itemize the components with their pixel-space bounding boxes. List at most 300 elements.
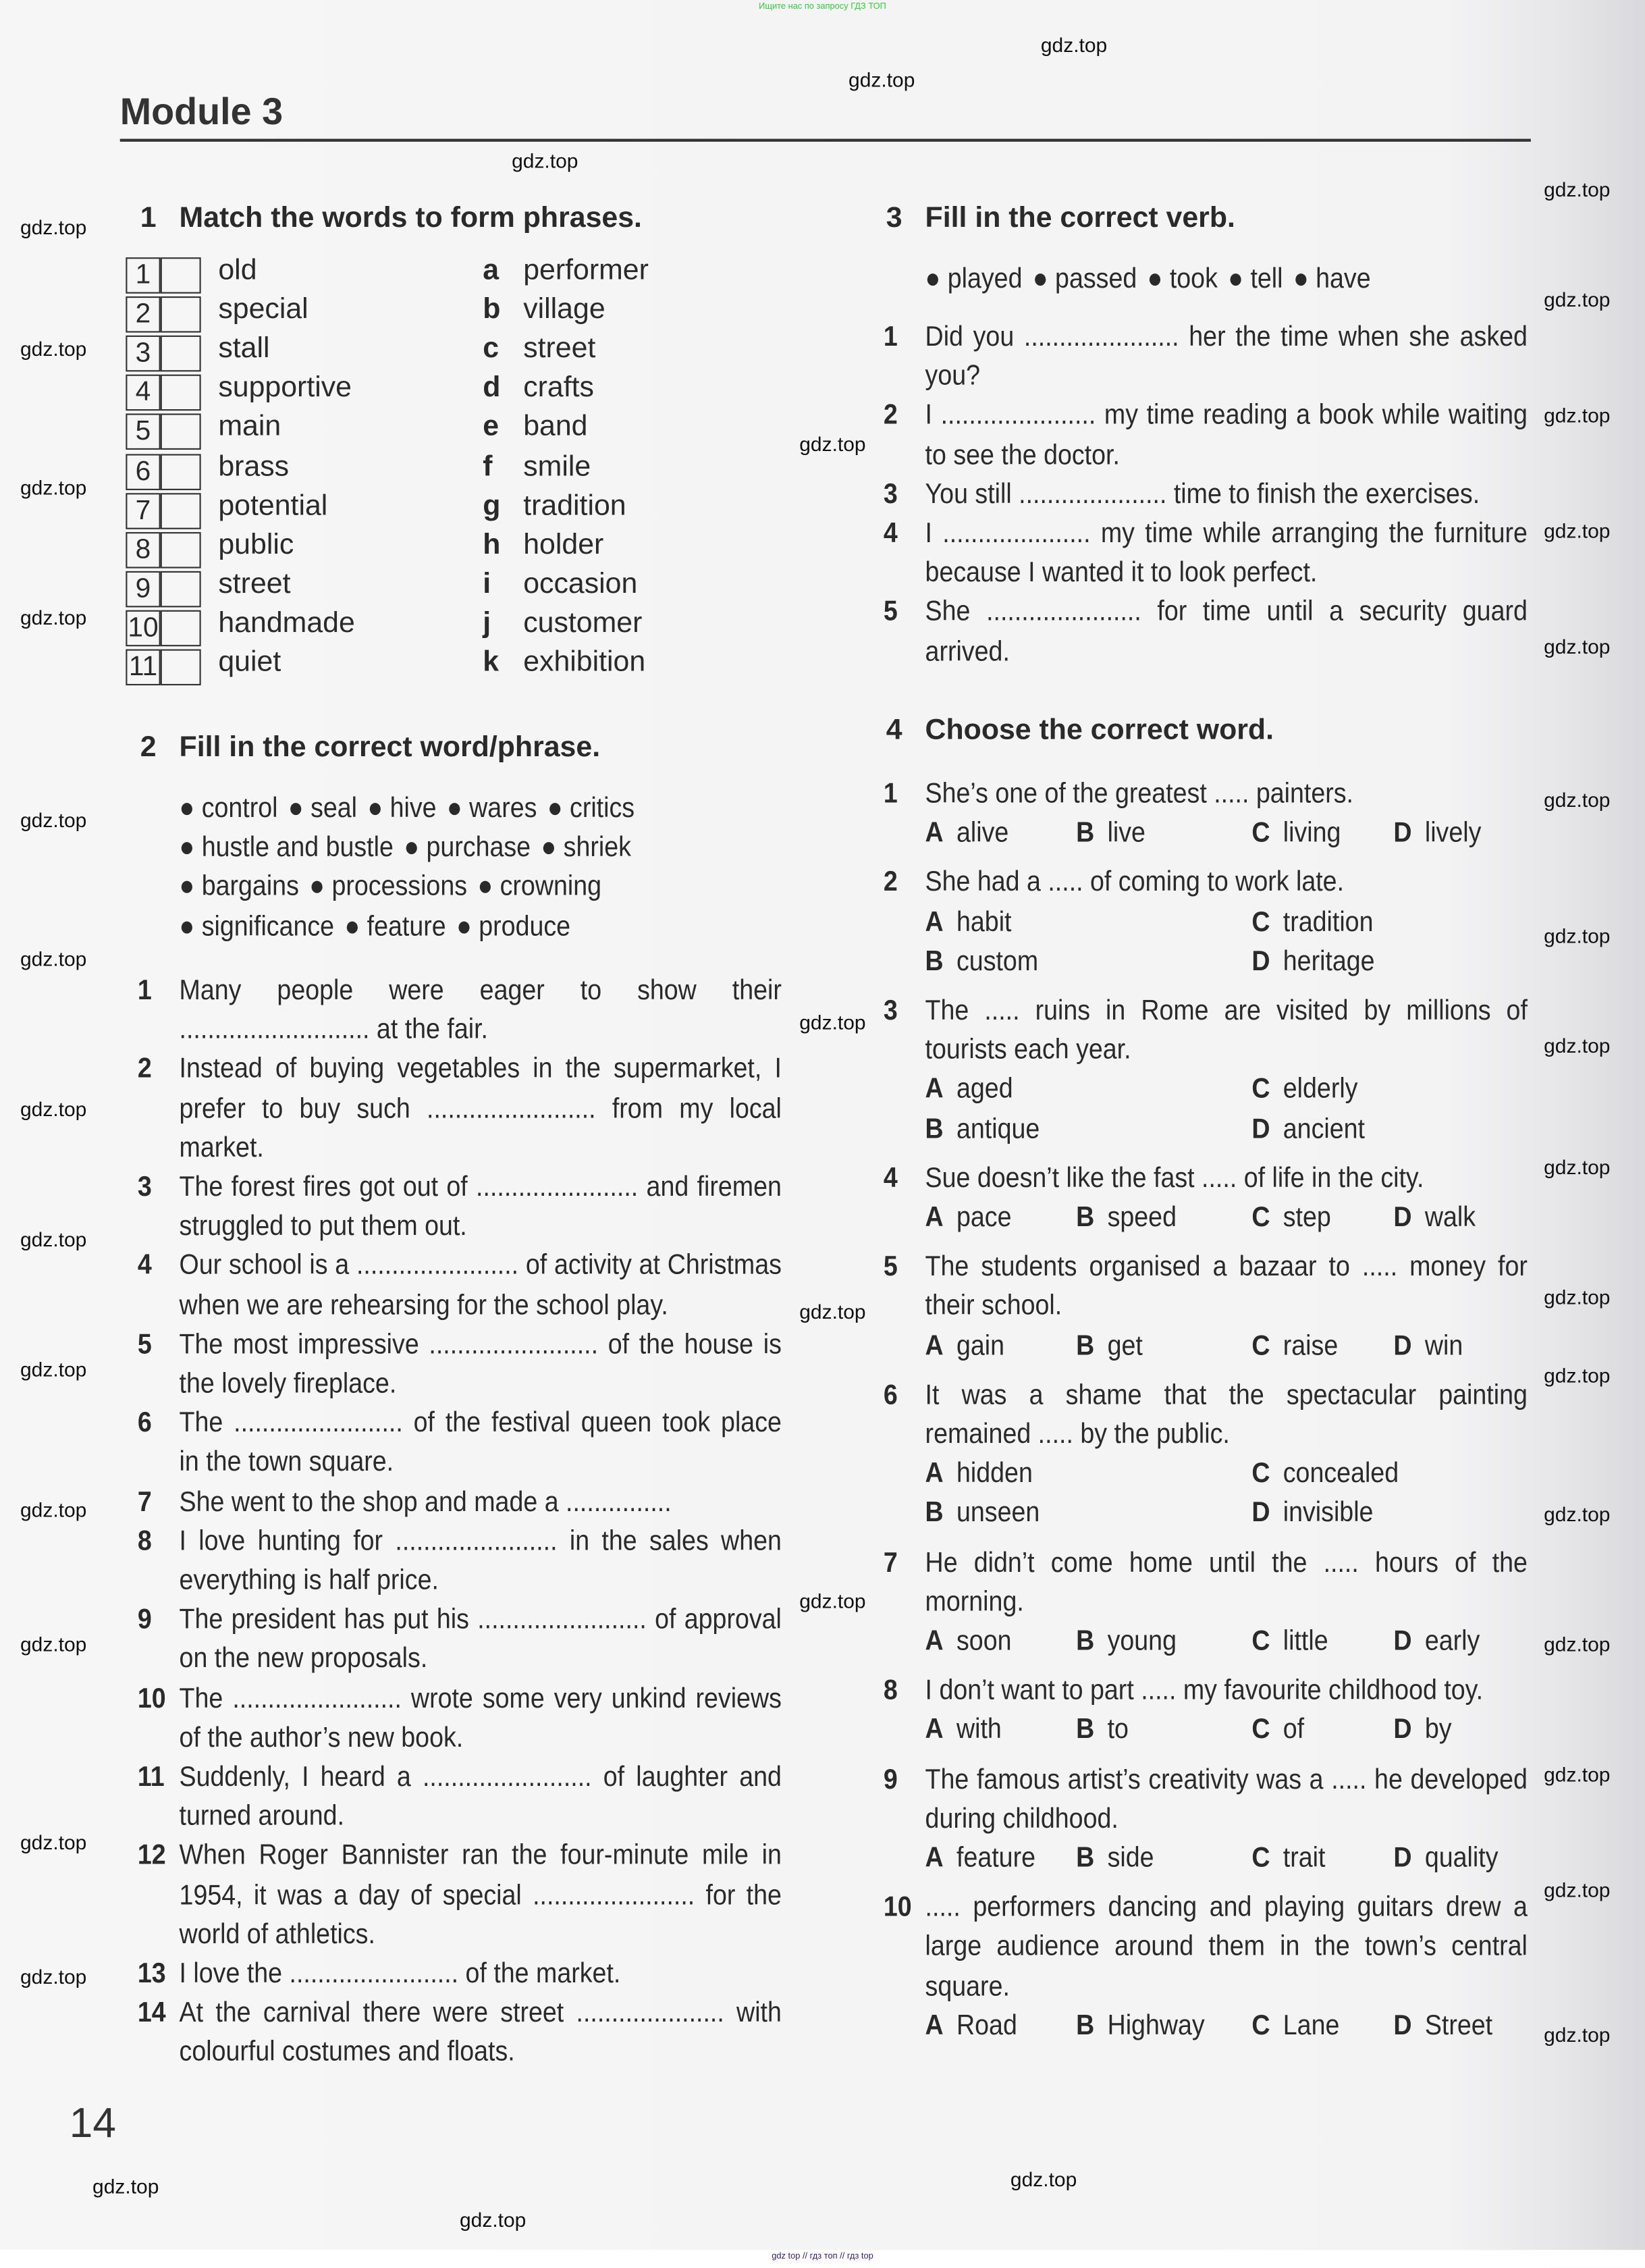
question-text: I love the ........................ of the market. <box>179 1957 621 1990</box>
ex3-title-text: Fill in the correct verb. <box>925 202 1235 234</box>
word-text: produce <box>479 910 571 943</box>
option-word: Lane <box>1283 2009 1340 2042</box>
word-option <box>309 871 467 903</box>
watermark-text: gdz.top <box>799 1589 866 1612</box>
word-option <box>447 793 537 824</box>
word-text: purchase <box>426 831 531 864</box>
watermark-text: gdz.top <box>1544 178 1611 201</box>
option-word: unseen <box>956 1497 1040 1529</box>
answer-input[interactable] <box>160 610 200 646</box>
answer-option[interactable] <box>1393 1839 1498 1878</box>
match-right-word: customer <box>523 607 643 639</box>
answer-box-number: 3 <box>126 336 160 372</box>
word-text: shriek <box>563 831 631 864</box>
word-line <box>180 868 786 907</box>
answer-option[interactable] <box>1251 903 1373 943</box>
answer-option[interactable] <box>1393 1198 1476 1238</box>
answer-option[interactable] <box>1251 1110 1365 1149</box>
ex3-word-box <box>925 260 1532 299</box>
answer-option[interactable] <box>1251 1494 1373 1533</box>
match-right-letter: d <box>483 372 501 404</box>
answer-option[interactable] <box>1251 1327 1338 1366</box>
match-left-word: quiet <box>218 646 281 679</box>
match-left-word: street <box>218 568 291 600</box>
watermark-text: gdz.top <box>20 215 87 239</box>
option-word: side <box>1107 1842 1154 1874</box>
match-left-word: potential <box>218 490 328 522</box>
question-text: She ...................... for time until a security guard arrived. <box>925 596 1528 668</box>
watermark-text: gdz.top <box>1544 1285 1611 1309</box>
question-item <box>137 1837 782 1955</box>
watermark-text: gdz.top <box>20 1357 87 1381</box>
question-item <box>137 1168 782 1247</box>
question-text: He didn’t come home until the ..... hours of the morning. <box>925 1546 1528 1618</box>
watermark-text: gdz.top <box>20 1228 87 1251</box>
answer-option[interactable] <box>1393 1623 1480 1662</box>
answer-option[interactable] <box>1393 1711 1451 1750</box>
question-text: The famous artist’s creativity was a ..... he developed during childhood. <box>925 1763 1528 1835</box>
answer-option[interactable] <box>1076 1327 1143 1366</box>
match-right-word: performer <box>523 254 649 287</box>
watermark-text: gdz.top <box>1544 1155 1611 1179</box>
option-letter: C <box>1251 2009 1270 2042</box>
answer-option[interactable] <box>1251 2007 1339 2046</box>
watermark-text: gdz.top <box>799 1300 866 1323</box>
answer-input[interactable] <box>160 414 200 450</box>
option-letter: C <box>1251 1458 1270 1490</box>
answer-options <box>925 1198 1528 1238</box>
question-item <box>883 594 1528 673</box>
question-item <box>883 775 1528 853</box>
answer-option[interactable] <box>1251 1711 1304 1750</box>
question-number: 7 <box>137 1485 152 1518</box>
question-text: Our school is a ....................... of activity at Christmas when we are rehearsing for the school play. <box>179 1250 782 1321</box>
question-number: 5 <box>137 1328 152 1361</box>
question-text: I love hunting for ....................... in the sales when everything is half price. <box>179 1525 782 1597</box>
question-text: She went to the shop and made a ............... <box>179 1485 672 1518</box>
option-word: living <box>1283 817 1341 849</box>
question-number: 13 <box>137 1957 166 1990</box>
match-right-word: crafts <box>523 372 594 404</box>
watermark-text: gdz.top <box>1544 403 1611 427</box>
match-right-letter: e <box>483 411 500 444</box>
match-right-word: exhibition <box>523 646 646 679</box>
watermark-text: gdz.top <box>20 1498 87 1521</box>
answer-input[interactable] <box>160 453 200 490</box>
question-item <box>137 1404 782 1483</box>
question-number: 4 <box>883 1162 898 1194</box>
word-text: processions <box>331 871 468 903</box>
answer-box <box>126 375 200 411</box>
answer-box <box>126 492 200 529</box>
answer-box-number: 9 <box>126 571 160 607</box>
watermark-text: gdz.top <box>1544 1502 1611 1526</box>
question-number: 10 <box>137 1682 166 1715</box>
answer-option[interactable] <box>925 814 1009 853</box>
question-text: The forest fires got out of ....................... and firemen struggled to put them out. <box>179 1171 782 1243</box>
question-text: The ..... ruins in Rome are visited by millions of tourists each year. <box>925 995 1528 1066</box>
option-letter: B <box>1076 2009 1095 2042</box>
question-number: 6 <box>137 1407 152 1440</box>
option-word: soon <box>956 1625 1012 1658</box>
option-letter: C <box>1251 1842 1270 1874</box>
answer-option[interactable] <box>925 2007 1017 2046</box>
answer-box-number: 8 <box>126 531 160 568</box>
question-item <box>137 1051 782 1169</box>
answer-option[interactable] <box>925 903 1012 943</box>
option-letter: C <box>1251 905 1270 938</box>
ex1-title-text: Match the words to form phrases. <box>179 202 642 234</box>
match-left-word: public <box>218 529 294 561</box>
option-word: quality <box>1424 1842 1499 1874</box>
match-left-word: supportive <box>218 372 352 404</box>
watermark-text: gdz.top <box>799 1010 866 1034</box>
question-number: 3 <box>137 1171 152 1203</box>
bullet-icon: ● <box>344 910 367 943</box>
answer-option[interactable] <box>925 1494 1040 1533</box>
option-word: hidden <box>956 1458 1033 1490</box>
option-letter: D <box>1393 1201 1412 1234</box>
option-letter: D <box>1393 817 1412 849</box>
question-number: 14 <box>137 1997 166 2030</box>
question-number: 3 <box>883 995 898 1027</box>
word-option <box>288 793 357 824</box>
word-text: crowning <box>500 871 602 903</box>
watermark-text: gdz.top <box>20 336 87 361</box>
answer-option[interactable] <box>925 1839 1035 1878</box>
search-hint: Ищите нас по запросу ГДЗ ТОП <box>759 3 886 12</box>
question-item <box>137 1995 782 2074</box>
ex3-number: 3 <box>886 202 902 234</box>
answer-options <box>925 1071 1528 1149</box>
answer-box-number: 11 <box>126 650 160 686</box>
bullet-icon: ● <box>179 910 202 943</box>
option-word: antique <box>956 1113 1040 1145</box>
match-right-letter: b <box>483 293 501 326</box>
match-right-letter: i <box>483 568 491 600</box>
bullet-icon: ● <box>925 263 948 295</box>
watermark-text: gdz.top <box>1544 288 1611 311</box>
word-text: seal <box>311 792 358 824</box>
option-letter: B <box>925 1497 944 1529</box>
question-number: 4 <box>137 1250 152 1282</box>
word-line <box>925 260 1532 299</box>
option-word: trait <box>1283 1842 1326 1874</box>
option-letter: C <box>1251 1625 1270 1658</box>
word-option <box>404 832 531 864</box>
option-word: gain <box>956 1329 1005 1362</box>
answer-input[interactable] <box>160 571 200 607</box>
question-number: 7 <box>883 1546 898 1579</box>
option-letter: C <box>1251 1073 1270 1105</box>
answer-option[interactable] <box>1393 1327 1463 1366</box>
watermark-text: gdz.top <box>20 1632 87 1656</box>
question-item <box>883 397 1528 476</box>
answer-option[interactable] <box>925 1623 1012 1662</box>
answer-options <box>925 1455 1528 1533</box>
match-left-word: old <box>218 254 257 287</box>
ex3-title <box>886 202 1235 236</box>
answer-option[interactable] <box>925 1110 1040 1149</box>
word-text: bargains <box>201 871 299 903</box>
watermark-text: gdz.top <box>1544 924 1611 947</box>
bullet-icon: ● <box>456 910 479 943</box>
answer-option[interactable] <box>1251 1623 1328 1662</box>
bullet-icon: ● <box>477 871 500 903</box>
answer-option[interactable] <box>1393 814 1481 853</box>
question-number: 1 <box>137 974 152 1007</box>
watermark-text: gdz.top <box>1544 519 1611 543</box>
option-word: win <box>1424 1329 1463 1362</box>
ex1-title <box>140 202 642 236</box>
watermark-text: gdz.top <box>1544 788 1611 812</box>
match-right-word: smile <box>523 450 591 483</box>
word-option <box>180 910 335 942</box>
question-text: The president has put his ........................ of approval on the new proposals. <box>179 1604 782 1675</box>
question-item <box>883 992 1528 1149</box>
match-left-word: brass <box>218 450 290 483</box>
watermark-text: gdz.top <box>1544 635 1611 658</box>
answer-box-number: 4 <box>126 375 160 411</box>
option-letter: B <box>925 945 944 978</box>
option-letter: C <box>1251 1714 1270 1746</box>
bullet-icon: ● <box>1293 263 1316 295</box>
match-right-letter: h <box>483 529 501 561</box>
answer-option[interactable] <box>1251 1198 1330 1238</box>
watermark-text: gdz.top <box>1544 2022 1611 2047</box>
option-word: aged <box>956 1073 1013 1105</box>
answer-option[interactable] <box>1076 814 1145 853</box>
question-number: 6 <box>883 1379 898 1411</box>
answer-box-number: 2 <box>126 296 160 333</box>
watermark-text: gdz.top <box>1544 1632 1611 1656</box>
option-letter: B <box>1076 1714 1095 1746</box>
answer-option[interactable] <box>1076 1623 1177 1662</box>
answer-box <box>126 610 200 646</box>
answer-input[interactable] <box>160 650 200 686</box>
question-item <box>137 1955 782 1994</box>
watermark-text: gdz.top <box>20 1097 87 1121</box>
option-word: of <box>1283 1714 1305 1746</box>
option-word: concealed <box>1283 1458 1399 1490</box>
bullet-icon: ● <box>367 792 390 824</box>
option-letter: B <box>925 1113 944 1145</box>
word-option <box>1148 263 1218 295</box>
answer-option[interactable] <box>1393 2007 1492 2046</box>
question-item <box>137 1680 782 1759</box>
option-word: invisible <box>1283 1497 1374 1529</box>
answer-input[interactable] <box>160 492 200 529</box>
answer-option[interactable] <box>1076 2007 1205 2046</box>
option-letter: C <box>1251 1201 1270 1234</box>
match-right-letter: g <box>483 490 501 522</box>
answer-input[interactable] <box>160 531 200 568</box>
bullet-icon: ● <box>179 792 202 824</box>
question-item <box>883 1159 1528 1238</box>
question-number: 1 <box>883 321 898 353</box>
watermark-text: gdz.top <box>1040 33 1108 57</box>
question-text: Instead of buying vegetables in the supermarket, I prefer to buy such ........................ from my local market. <box>179 1053 782 1164</box>
question-text: The students organised a bazaar to ..... money for their school. <box>925 1250 1528 1323</box>
option-letter: A <box>925 1842 944 1874</box>
option-word: ancient <box>1283 1113 1365 1145</box>
match-right-word: village <box>523 293 605 326</box>
module-title: Module 3 <box>119 89 284 134</box>
question-item <box>883 1376 1528 1533</box>
question-number: 8 <box>883 1674 898 1707</box>
question-text: When Roger Bannister ran the four-minute mile in 1954, it was a day of special ....................... for the world of athletics. <box>179 1839 782 1951</box>
answer-option[interactable] <box>925 1327 1005 1366</box>
answer-options <box>925 1327 1528 1366</box>
option-word: live <box>1107 817 1145 849</box>
word-option <box>547 793 635 824</box>
question-text: She’s one of the greatest ..... painters. <box>925 778 1354 810</box>
match-left-word: special <box>218 293 308 326</box>
word-text: tell <box>1250 263 1283 295</box>
option-letter: B <box>1076 817 1095 849</box>
option-letter: D <box>1393 1842 1412 1874</box>
question-number: 12 <box>137 1839 166 1872</box>
option-letter: D <box>1393 1329 1412 1362</box>
question-text: ..... performers dancing and playing guitars drew a large audience around them in the town’s central square. <box>925 1891 1528 2003</box>
ex2-title-text: Fill in the correct word/phrase. <box>179 731 601 764</box>
bullet-icon: ● <box>309 871 332 903</box>
answer-box <box>126 453 200 490</box>
option-word: Highway <box>1107 2009 1205 2042</box>
match-right-word: occasion <box>523 568 638 600</box>
answer-option[interactable] <box>1076 1198 1177 1238</box>
ex2-number: 2 <box>140 731 157 764</box>
answer-option[interactable] <box>1251 814 1341 853</box>
watermark-text: gdz.top <box>20 1830 87 1854</box>
answer-option[interactable] <box>1076 1839 1154 1878</box>
option-word: by <box>1424 1714 1452 1746</box>
match-right-letter: k <box>483 646 500 679</box>
question-text: Many people were eager to show their ........................... at the fair. <box>179 974 782 1046</box>
question-item <box>137 1601 782 1680</box>
option-word: Street <box>1424 2009 1493 2042</box>
watermark-text: gdz.top <box>20 1965 87 1988</box>
word-option <box>925 263 1023 295</box>
question-text: The most impressive ........................ of the house is the lovely fireplace. <box>179 1328 782 1400</box>
question-number: 2 <box>883 866 898 899</box>
match-left-word: main <box>218 411 281 444</box>
answer-input[interactable] <box>160 336 200 372</box>
title-rule <box>120 139 1531 142</box>
word-text: feature <box>367 910 446 943</box>
watermark-text: gdz.top <box>512 149 578 172</box>
option-letter: A <box>925 2009 944 2042</box>
option-word: Road <box>956 2009 1017 2042</box>
answer-option[interactable] <box>925 1455 1033 1494</box>
match-right-word: tradition <box>523 490 626 522</box>
question-text: Suddenly, I heard a ........................ of laughter and turned around. <box>179 1761 782 1832</box>
bullet-icon: ● <box>179 871 202 903</box>
question-item <box>137 1483 782 1522</box>
answer-box-number: 5 <box>126 414 160 450</box>
question-item <box>137 1325 782 1404</box>
answer-input[interactable] <box>160 257 200 294</box>
ex3-items <box>883 318 1528 672</box>
ex4-title <box>886 714 1274 747</box>
question-number: 2 <box>883 399 898 432</box>
question-number: 5 <box>883 1250 898 1283</box>
question-item <box>883 475 1528 515</box>
answer-option[interactable] <box>1251 1455 1399 1494</box>
answer-option[interactable] <box>925 1071 1013 1110</box>
option-word: elderly <box>1283 1073 1358 1105</box>
answer-box <box>126 336 200 372</box>
answer-option[interactable] <box>925 1711 1002 1750</box>
answer-option[interactable] <box>1076 1711 1129 1750</box>
option-letter: A <box>925 1458 944 1490</box>
match-left-word: handmade <box>218 607 355 639</box>
ex4-number: 4 <box>886 714 902 747</box>
option-word: get <box>1107 1329 1143 1362</box>
ex4-items <box>883 775 1528 2046</box>
watermark-text: gdz.top <box>459 2208 527 2232</box>
option-word: feature <box>956 1842 1036 1874</box>
option-letter: A <box>925 817 944 849</box>
option-letter: A <box>925 1714 944 1746</box>
option-letter: B <box>1076 1329 1095 1362</box>
answer-options <box>925 814 1528 853</box>
answer-option[interactable] <box>925 1198 1012 1238</box>
word-option <box>180 832 394 864</box>
option-letter: D <box>1251 1113 1270 1145</box>
question-number: 8 <box>137 1525 152 1558</box>
question-text: Sue doesn’t like the fast ..... of life in the city. <box>925 1162 1424 1194</box>
option-letter: D <box>1393 2009 1412 2042</box>
option-letter: A <box>925 1329 944 1362</box>
answer-input[interactable] <box>160 296 200 333</box>
option-word: alive <box>956 817 1009 849</box>
ex2-title <box>140 731 601 765</box>
answer-option[interactable] <box>925 943 1039 982</box>
answer-option[interactable] <box>1251 1839 1325 1878</box>
word-text: played <box>947 263 1023 295</box>
question-number: 9 <box>137 1604 152 1636</box>
question-item <box>883 1544 1528 1662</box>
match-left-word: stall <box>218 332 270 365</box>
answer-box <box>126 531 200 568</box>
answer-option[interactable] <box>1251 1071 1357 1110</box>
bullet-icon: ● <box>404 831 427 864</box>
question-item <box>883 515 1528 594</box>
question-item <box>883 318 1528 397</box>
answer-input[interactable] <box>160 375 200 411</box>
option-letter: C <box>1251 1329 1270 1362</box>
answer-box <box>126 257 200 294</box>
page-number: 14 <box>69 2101 116 2148</box>
ex2-word-box <box>180 789 786 947</box>
question-item <box>137 1247 782 1326</box>
option-letter: D <box>1251 945 1270 978</box>
answer-option[interactable] <box>1251 943 1374 982</box>
option-word: lively <box>1424 817 1482 849</box>
question-number: 3 <box>883 478 898 510</box>
answer-options <box>925 2007 1528 2046</box>
option-word: with <box>956 1714 1002 1746</box>
question-number: 11 <box>137 1761 165 1793</box>
question-text: I don’t want to part ..... my favourite childhood toy. <box>925 1674 1484 1707</box>
answer-options <box>925 1711 1528 1750</box>
word-option <box>180 871 299 903</box>
answer-box-number: 10 <box>126 610 160 646</box>
answer-box <box>126 571 200 607</box>
match-right-word: band <box>523 411 588 444</box>
question-text: You still ..................... time to finish the exercises. <box>925 478 1480 510</box>
